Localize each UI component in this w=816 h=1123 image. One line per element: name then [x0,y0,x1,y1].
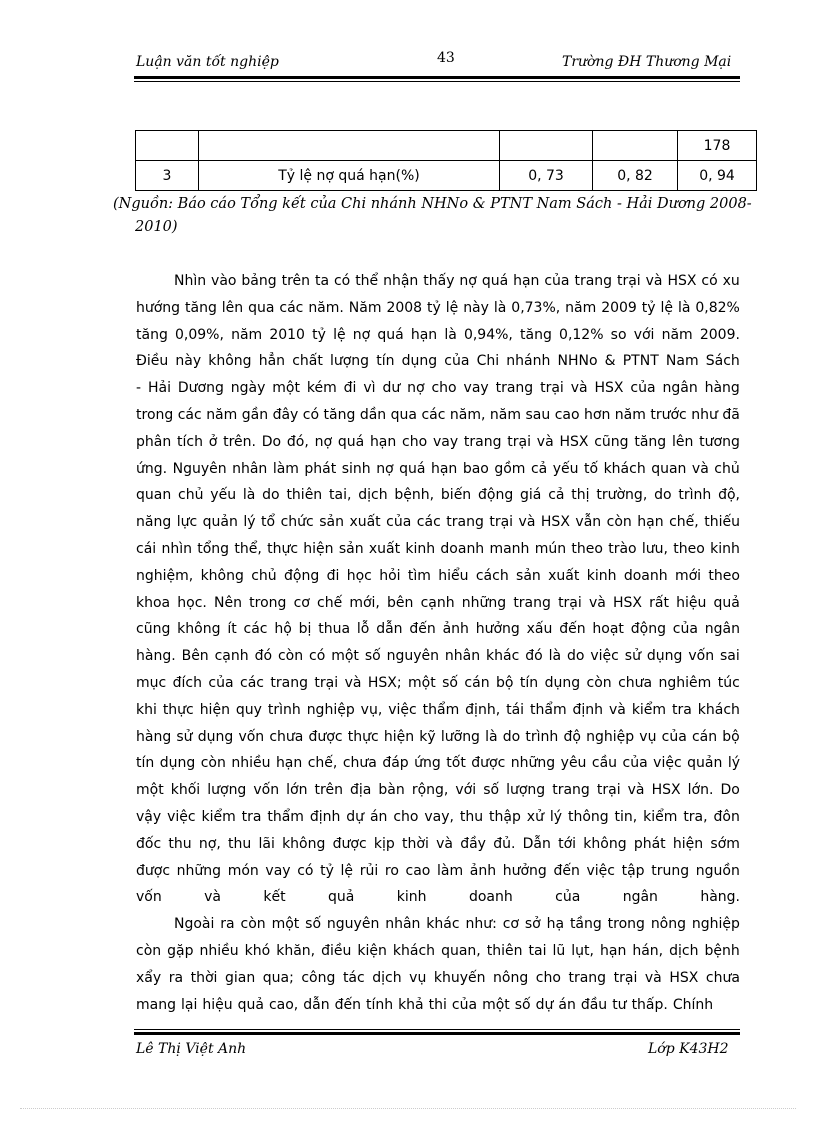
body-line: Ngoài ra còn một số nguyên nhân khác như: cơ sở hạ tầng trong nông nghiệp [174,916,740,933]
body-line: - Hải Dương ngày một kém đi vì dư nợ cho vay trang trại và HSX của ngân hàng [136,380,740,397]
table-cell: 3 [136,161,199,191]
table-cell: 0, 82 [593,161,678,191]
header-rule-thin [134,81,740,82]
page-number: 43 [437,50,455,66]
body-line: phân tích ở trên. Do đó, nợ quá hạn cho vay trang trại và HSX cũng tăng lên tương [136,433,740,450]
body-line: Nhìn vào bảng trên ta có thể nhận thấy nợ quá hạn của trang trại và HSX có xu [174,273,740,289]
table-cell: 0, 73 [500,161,593,191]
footer-left: Lê Thị Việt Anh [136,1041,247,1057]
body-paragraphs [136,268,740,1018]
source-line-2: 2010) [135,219,178,235]
table-source-note [113,193,773,239]
table-cell [136,131,199,161]
source-line-1: (Nguồn: Báo cáo Tổng kết của Chi nhánh NHNo & PTNT Nam Sách - Hải Dương 2008- [113,196,752,212]
data-table [135,130,757,191]
body-line: còn gặp nhiều khó khăn, điều kiện khách quan, thiên tai lũ lụt, hạn hán, dịch bệnh [136,942,740,959]
header-left: Luận văn tốt nghiệp [136,54,279,70]
table-cell [500,131,593,161]
body-line: đốc thu nợ, thu lãi không được kịp thời và đầy đủ. Dẫn tới không phát hiện sớm [136,835,740,852]
body-line: nghiệm, không chủ động đi học hỏi tìm hiểu cách sản xuất kinh doanh mới theo [136,567,740,584]
body-line: Điều này không hẳn chất lượng tín dụng của Chi nhánh NHNo & PTNT Nam Sách [136,353,740,370]
body-line: hàng. Bên cạnh đó còn có một số nguyên nhân khác đó là do việc sử dụng vốn sai [136,648,740,665]
table-cell [593,131,678,161]
body-line: ứng. Nguyên nhân làm phát sinh nợ quá hạn bao gồm cả yếu tố khách quan và chủ [136,460,740,477]
body-line: trong các năm gần đây có tăng dần qua các năm, năm sau cao hơn năm trước như đã [136,406,740,423]
table-cell: Tỷ lệ nợ quá hạn(%) [199,161,500,191]
body-line: cái nhìn tổng thể, thực hiện sản xuất kinh doanh manh mún theo trào lưu, theo kinh [136,540,740,557]
table-cell [199,131,500,161]
body-line: hướng tăng lên qua các năm. Năm 2008 tỷ lệ này là 0,73%, năm 2009 tỷ lệ là 0,82% [136,299,740,316]
table-cell: 178 [678,131,757,161]
body-line: mang lại hiệu quả cao, dẫn đến tính khả thi của một số dự án đầu tư thấp. Chính [136,996,714,1013]
footer-rule-thin [134,1029,740,1030]
table-row [136,131,757,161]
table-row [136,161,757,191]
body-line: một khối lượng vốn lớn trên địa bàn rộng, với số lượng trang trại và HSX lớn. Do [136,782,740,799]
footer-rule-thick [134,1032,740,1035]
body-line: được những món vay có tỷ lệ rủi ro cao làm ảnh hưởng đến việc tập trung nguồn [136,862,740,879]
body-line: năng lực quản lý tổ chức sản xuất của các trang trại và HSX vẫn còn hạn chế, thiếu [136,514,740,531]
body-line: tăng 0,09%, năm 2010 tỷ lệ nợ quá hạn là 0,94%, tăng 0,12% so với năm 2009. [136,326,740,343]
body-line: vốn và kết quả kinh doanh của ngân hàng. [136,889,740,906]
body-line: khoa học. Nên trong cơ chế mới, bên cạnh những trang trại và HSX rất hiệu quả [136,594,740,611]
body-line: cũng không ít các hộ bị thua lỗ dẫn đến ảnh hưởng xấu đến hoạt động của ngân [136,621,740,638]
page-edge-dots [20,1108,796,1109]
body-line: quan chủ yếu là do thiên tai, dịch bệnh, biến động giá cả thị trường, do trình độ, [136,487,740,504]
body-line: khi thực hiện quy trình nghiệp vụ, việc thẩm định, tái thẩm định và kiểm tra khách [136,701,740,718]
body-line: xẩy ra thời gian qua; công tác dịch vụ khuyến nông cho trang trại và HSX chưa [136,969,740,986]
body-line: tín dụng còn nhiều hạn chế, chưa đáp ứng tốt được những yêu cầu của việc quản lý [136,755,740,772]
body-line: vậy việc kiểm tra thẩm định dự án cho vay, thu thập xử lý thông tin, kiểm tra, đôn [136,808,740,825]
table-cell: 0, 94 [678,161,757,191]
header-right: Trường ĐH Thương Mại [562,54,732,70]
header-rule-thick [134,76,740,79]
footer-right: Lớp K43H2 [648,1041,729,1057]
body-line: mục đích của các trang trại và HSX; một số cán bộ tín dụng còn chưa nghiêm túc [136,674,740,691]
body-line: hàng sử dụng vốn chưa được thực hiện kỹ lưỡng là do trình độ nghiệp vụ của cán bộ [136,728,740,745]
